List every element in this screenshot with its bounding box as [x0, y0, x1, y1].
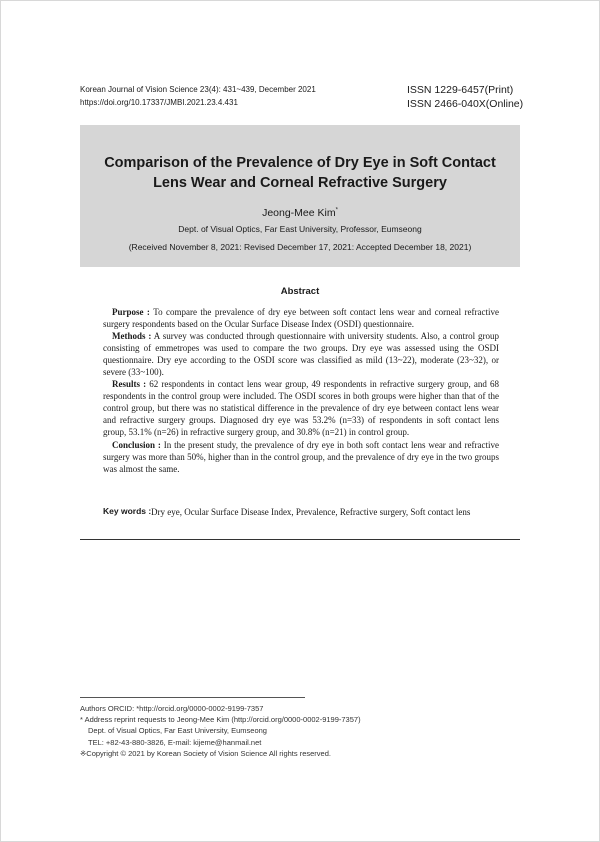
abstract-results — [103, 378, 499, 438]
footnotes — [80, 703, 361, 759]
issn-block — [407, 83, 523, 111]
abstract-body — [103, 306, 499, 475]
doi-link[interactable]: https://doi.org/10.17337/JMBI.2021.23.4.431 — [80, 97, 238, 107]
journal-citation: Korean Journal of Vision Science 23(4): 431~439, December 2021 — [80, 85, 316, 94]
conclusion-label: Conclusion : — [112, 439, 161, 450]
purpose-text: To compare the prevalence of dry eye between soft contact lens wear and corneal refractive surgery respondents based on the Ocular Surface Disease Index (OSDI) questionnaire. — [103, 307, 499, 330]
footnote-divider — [80, 697, 305, 698]
abstract-divider — [80, 539, 520, 540]
footnote-contact: TEL: +82-43-880-3826, E-mail: kijeme@hanmail.net — [88, 737, 262, 747]
results-label: Results : — [112, 379, 147, 390]
abstract-methods — [103, 330, 499, 378]
title-line-2: Lens Wear and Corneal Refractive Surgery — [153, 175, 447, 191]
title-line-1: Comparison of the Prevalence of Dry Eye in Soft Contact — [104, 155, 496, 171]
footnote-orcid: Authors ORCID: *http://orcid.org/0000-0002-9199-7357 — [80, 704, 264, 713]
abstract-conclusion — [103, 439, 499, 475]
footnote-copyright: ※Copyright © 2021 by Korean Society of Vision Science All rights reserved. — [80, 748, 331, 758]
journal-header — [80, 84, 316, 109]
footnote-reprint: * Address reprint requests to Jeong-Mee Kim (http://orcid.org/0000-0002-9199-7357) — [80, 715, 361, 725]
conclusion-text: In the present study, the prevalence of dry eye in both soft contact lens wear and refractive surgery was more than 50%, higher than in the control group, and the prevalence of dry eye in the two groups was almost the same. — [103, 439, 499, 474]
abstract-purpose — [103, 306, 499, 330]
author-affiliation: Dept. of Visual Optics, Far East University, Professor, Eumseong — [178, 224, 422, 234]
author-line — [80, 207, 520, 219]
keywords-text: Dry eye, Ocular Surface Disease Index, Prevalence, Refractive surgery, Soft contact lens — [151, 507, 471, 517]
issn-online: ISSN 2466-040X(Online) — [407, 98, 524, 110]
abstract-heading: Abstract — [280, 286, 320, 297]
author-name: Jeong-Mee Kim — [262, 207, 336, 219]
methods-text: A survey was conducted through questionnaire with university students. Also, a control group consisting of emmetropes was used to compare the two groups. Dry eye was assessed using the OSDI questionnaire. Dry eye according to the OSDI score was classified as mild (13~22), moderate (23~32), or severe (33~100). — [103, 331, 500, 378]
footnote-dept: Dept. of Visual Optics, Far East University, Eumseong — [88, 726, 267, 736]
results-text: 62 respondents in contact lens wear group, 49 respondents in refractive surgery group, and 68 respondents in the control group were included. The OSDI scores in both groups were higher than that of the control group, but there was no statistical difference in the prevalence of dry eye between contact lens wear and refractive surgery groups. Diagnosed dry eye was 53.2% (n=33) of respondents in soft contact lens group, 53.1% (n=26) in refractive surgery group, and 30.8% (n=21) in control group. — [103, 379, 499, 438]
keywords-label: Key words : — [103, 506, 152, 516]
author-mark: * — [335, 207, 338, 214]
methods-label: Methods : — [112, 331, 152, 342]
issn-print: ISSN 1229-6457(Print) — [407, 84, 514, 96]
received-dates: (Received November 8, 2021: Revised December 17, 2021: Accepted December 18, 2021) — [128, 242, 472, 252]
article-title — [80, 153, 520, 193]
purpose-label: Purpose : — [112, 307, 150, 317]
